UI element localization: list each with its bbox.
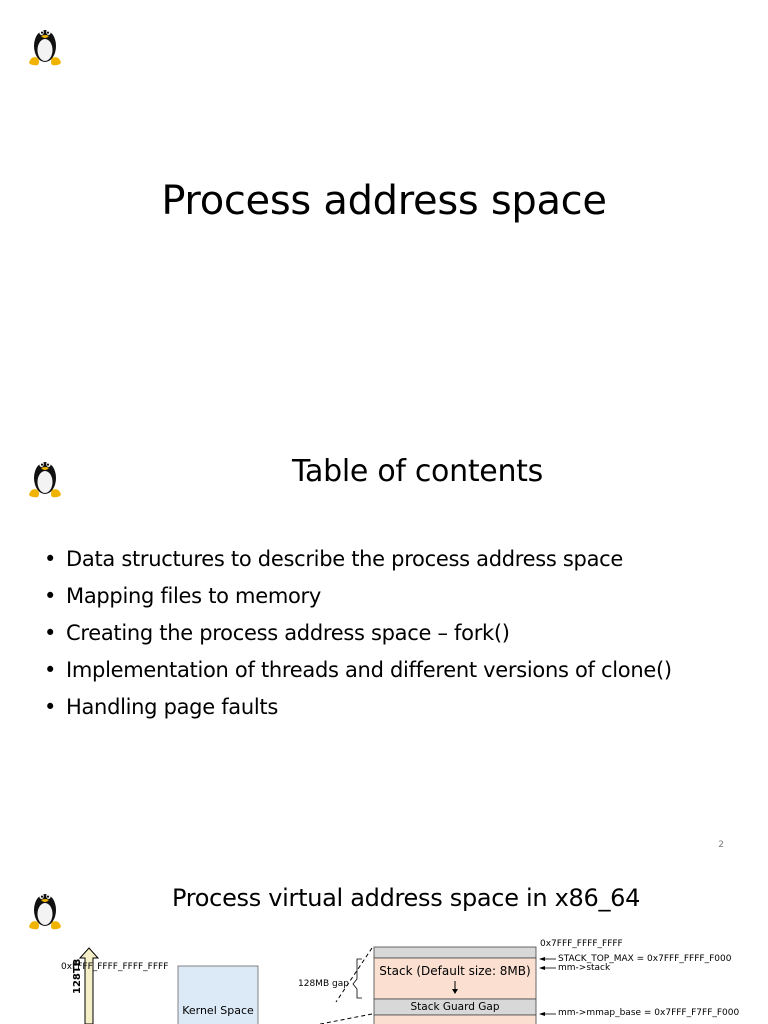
mmap-base-note: mm->mmap_base = 0x7FFF_F7FF_F000 <box>558 1008 740 1018</box>
address-space-diagram <box>0 866 768 1024</box>
toc-slide <box>0 432 768 862</box>
mmap-region-box <box>374 1015 536 1024</box>
toc-item: • Data structures to describe the process address space <box>44 544 672 581</box>
toc-item: • Creating the process address space – fork() <box>44 618 672 655</box>
page-number: 2 <box>718 840 724 850</box>
kernel-top-address: 0xFFFF_FFFF_FFFF_FFFF <box>61 962 169 972</box>
diagram-slide <box>0 866 768 1024</box>
slide-title: Process address space <box>161 178 607 224</box>
stack-label: Stack (Default size: 8MB) <box>379 964 531 978</box>
toc-list <box>44 544 672 729</box>
top-guard-box <box>374 947 536 958</box>
diagram-slide-title: Process virtual address space in x86_64 <box>172 884 641 912</box>
mm-stack-note: mm->stack <box>558 963 611 973</box>
user-top-address: 0x7FFF_FFFF_FFFF <box>540 939 623 949</box>
stack-top-max-note: STACK_TOP_MAX = 0x7FFF_FFFF_F000 <box>558 954 732 964</box>
size-marker-label: 128TB <box>72 958 83 994</box>
toc-item: • Handling page faults <box>44 692 672 729</box>
tux-penguin-icon <box>26 22 64 66</box>
toc-title: Table of contents <box>292 454 543 489</box>
toc-item: • Mapping files to memory <box>44 581 672 618</box>
stack-guard-gap-label: Stack Guard Gap <box>410 1001 500 1013</box>
gap-label: 128MB gap <box>298 979 349 989</box>
toc-item: • Implementation of threads and different versions of clone() <box>44 655 672 692</box>
kernel-space-label: Kernel Space <box>182 1004 254 1017</box>
tux-penguin-icon <box>26 454 64 498</box>
title-slide <box>0 0 768 420</box>
